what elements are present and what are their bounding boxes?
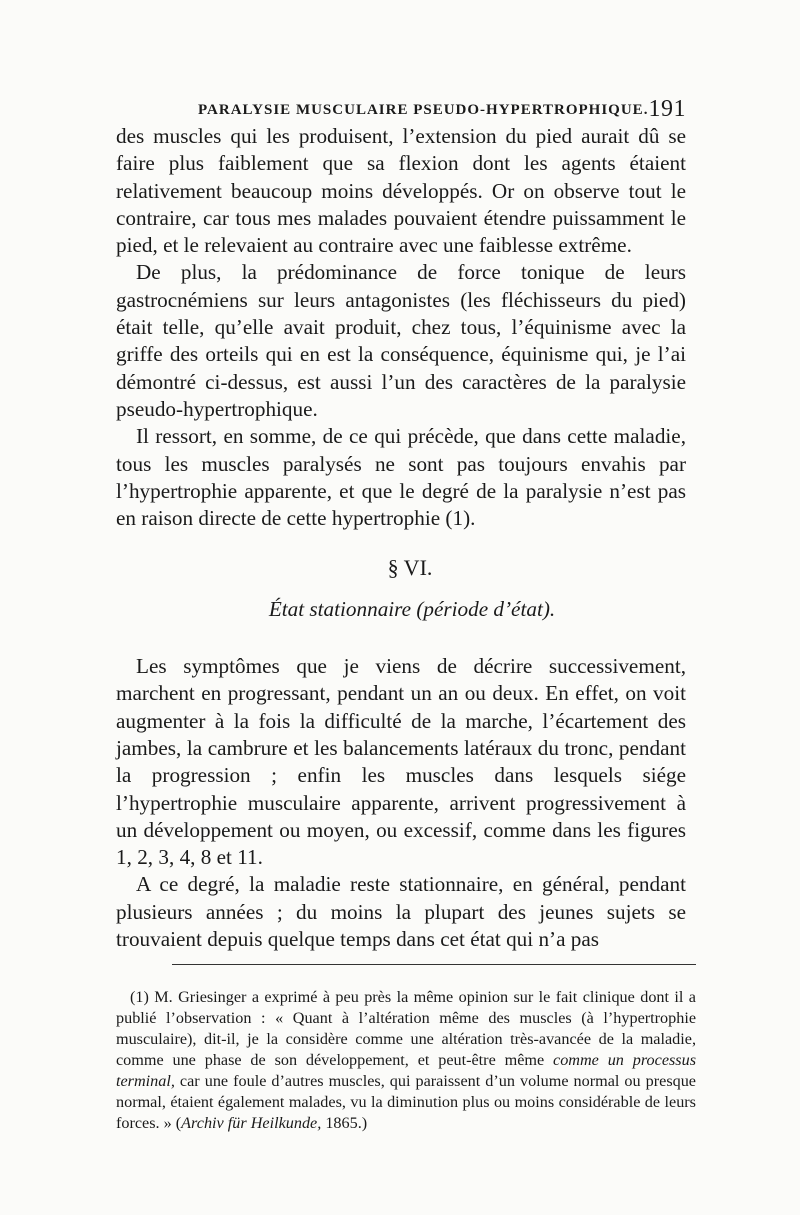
section-heading: § VI. bbox=[387, 555, 433, 581]
subsection-title: État stationnaire (période d’état). bbox=[268, 596, 556, 621]
paragraph: des muscles qui les produisent, l’extension du pied aurait dû se faire plus faiblement que sa flexion dont les agents étaient relativement beaucoup moins développés. Or on observe tout le contraire, car tous mes malades pouvaient étendre puissamment le pied, et le relevaient au contraire avec une faiblesse extrême. bbox=[116, 124, 686, 258]
paragraph: De plus, la prédominance de force tonique de leurs gastrocnémiens sur leurs antagonistes (les fléchisseurs du pied) était telle, qu’elle avait produit, chez tous, l’équinisme avec la griffe des orteils qui en est la conséquence, équinisme qui, je l’ai démontré ci-dessus, est aussi l’un des caractères de la paralysie pseudo-hypertrophique. bbox=[116, 260, 686, 421]
footnote bbox=[116, 987, 696, 1134]
footnotes bbox=[116, 987, 696, 1134]
running-head bbox=[116, 96, 686, 124]
footnote-divider bbox=[172, 964, 696, 965]
body-text bbox=[116, 123, 686, 953]
running-title: PARALYSIE MUSCULAIRE PSEUDO-HYPERTROPHIQUE. bbox=[198, 102, 649, 118]
footnote-text: car une foule d’autres muscles, qui paraissent d’un volume normal ou presque normal, étaient également malades, vu la diminution plus ou moins considérable de leurs forces. » ( bbox=[116, 1072, 696, 1132]
paragraph: Il ressort, en somme, de ce qui précède, que dans cette maladie, tous les muscles paralysés ne sont pas toujours envahis par l’hypertrophie apparente, et que le degré de la paralysie n’est pas en raison directe de cette hypertrophie (1). bbox=[116, 424, 686, 531]
footnote-italic: comme un processus terminal, bbox=[116, 1051, 697, 1090]
footnote-text: (1) M. Griesinger a exprimé à peu près la même opinion sur le fait clinique dont il a publié l’observation : « Quant à l’altération même des muscles (à l’hypertrophie musculaire), dit-il, je la considère comme une altération très-avancée de la maladie, comme une phase de son développement, et peut-être même bbox=[116, 988, 696, 1069]
footnote-source: Archiv für Heilkunde, bbox=[181, 1114, 322, 1132]
footnote-text: 1865.) bbox=[321, 1114, 368, 1132]
page-number: 191 bbox=[648, 96, 686, 122]
paragraph: A ce degré, la maladie reste stationnaire, en général, pendant plusieurs années ; du moins la plupart des jeunes sujets se trouvaient depuis quelque temps dans cet état qui n’a pas bbox=[116, 872, 686, 952]
paragraph: Les symptômes que je viens de décrire successivement, marchent en progressant, pendant un an ou deux. En effet, on voit augmenter à la fois la difficulté de la marche, l’écartement des jambes, la cambrure et les balancements latéraux du tronc, pendant la progression ; enfin les muscles dans lesquels siége l’hypertrophie musculaire apparente, arrivent progressivement à un développement ou moyen, ou excessif, comme dans les figures 1, 2, 3, 4, 8 et 11. bbox=[116, 654, 686, 870]
